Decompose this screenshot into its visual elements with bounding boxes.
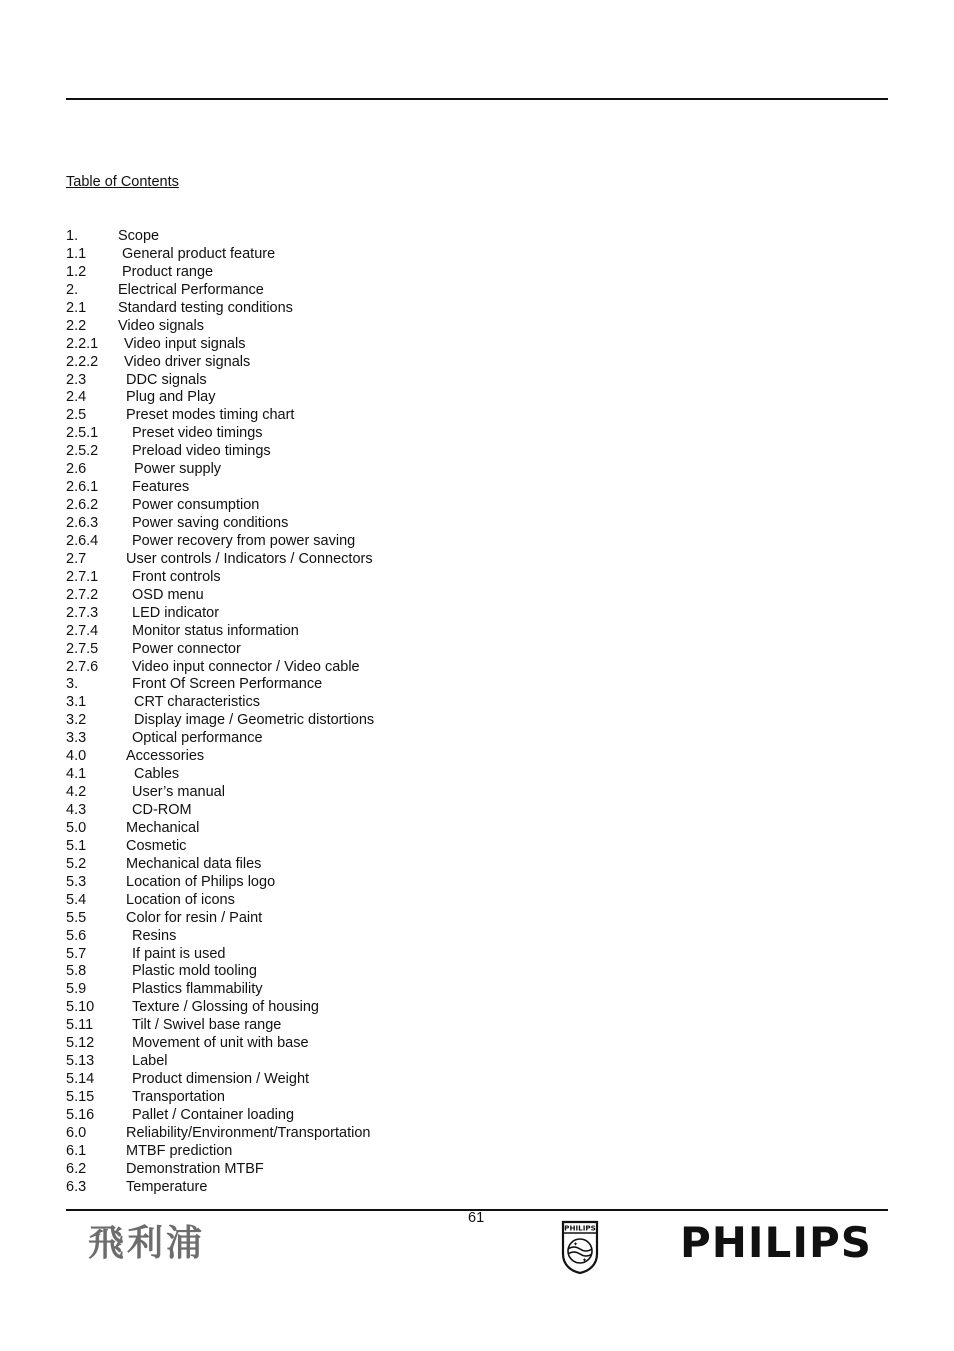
toc-entry-title: Cosmetic bbox=[126, 837, 187, 854]
toc-entry-number: 2.7.3 bbox=[66, 604, 99, 621]
toc-entry-title: If paint is used bbox=[132, 945, 226, 962]
header-rule bbox=[66, 98, 888, 100]
toc-entry-number: 5.8 bbox=[66, 963, 87, 980]
toc-entry-title: Mechanical data files bbox=[126, 855, 262, 872]
toc-entry-number: 2.6 bbox=[66, 461, 87, 478]
toc-entry-number: 5.7 bbox=[66, 945, 87, 962]
toc-entry-title: Mechanical bbox=[126, 819, 200, 836]
toc-entry-title: MTBF prediction bbox=[126, 1142, 233, 1159]
philips-wordmark-logo: PHILIPS bbox=[680, 1218, 872, 1267]
toc-entry-title: Front controls bbox=[132, 568, 221, 585]
toc-entry-title: Movement of unit with base bbox=[132, 1035, 309, 1052]
toc-entry-title: Preload video timings bbox=[132, 443, 271, 460]
toc-entry-number: 1. bbox=[66, 228, 79, 244]
toc-entry-title: Preset video timings bbox=[132, 425, 263, 442]
toc-entry-number: 2.1 bbox=[66, 299, 87, 316]
toc-entry-title: Pallet / Container loading bbox=[132, 1106, 295, 1123]
toc-entry-title: Plug and Play bbox=[126, 389, 216, 406]
toc-entry-number: 2.7.2 bbox=[66, 586, 99, 603]
toc-entry-title: Product range bbox=[122, 263, 214, 280]
toc-entry-title: Power recovery from power saving bbox=[132, 532, 356, 549]
toc-entry-title: Cables bbox=[134, 766, 180, 783]
toc-entry-title: User controls / Indicators / Connectors bbox=[126, 550, 373, 567]
toc-entry-number: 2.7.1 bbox=[66, 568, 99, 585]
toc-entry-number: 5.16 bbox=[66, 1106, 95, 1123]
toc-entry-number: 2. bbox=[66, 281, 79, 298]
toc-entry-title: Accessories bbox=[126, 748, 205, 765]
toc-entry-title: Front Of Screen Performance bbox=[132, 676, 323, 693]
toc-entry-number: 6.3 bbox=[66, 1178, 87, 1195]
toc-entry-title: Label bbox=[132, 1053, 168, 1070]
toc-entry-title: Plastic mold tooling bbox=[132, 963, 257, 980]
toc-entry-number: 3.3 bbox=[66, 730, 87, 747]
svg-text:✦: ✦ bbox=[582, 1257, 588, 1264]
toc-entry-number: 5.14 bbox=[66, 1071, 95, 1088]
toc-entry-number: 5.0 bbox=[66, 819, 87, 836]
toc-entry-number: 5.12 bbox=[66, 1035, 95, 1052]
toc-entry-title: Resins bbox=[132, 927, 177, 944]
toc-entry-number: 4.0 bbox=[66, 748, 87, 765]
toc-entry-number: 2.7.4 bbox=[66, 622, 99, 639]
toc-entry-title: Monitor status information bbox=[132, 622, 299, 639]
toc-entry-number: 5.2 bbox=[66, 855, 87, 872]
toc-entry-title: OSD menu bbox=[132, 586, 204, 603]
toc-heading: Table of Contents bbox=[66, 174, 179, 190]
toc-entry-number: 5.15 bbox=[66, 1089, 95, 1105]
toc-entry-number: 3.1 bbox=[66, 694, 87, 711]
toc-entry-number: 5.13 bbox=[66, 1053, 95, 1070]
toc-entry-title: Power saving conditions bbox=[132, 515, 289, 531]
toc-entry-number: 3. bbox=[66, 676, 79, 693]
toc-entry-title: Optical performance bbox=[132, 730, 263, 747]
toc-entry-number: 1.1 bbox=[66, 245, 87, 262]
toc-entry-number: 5.1 bbox=[66, 837, 87, 854]
toc-entry-title: Video input connector / Video cable bbox=[132, 658, 360, 675]
toc-entry-title: DDC signals bbox=[126, 371, 207, 388]
toc-entry-title: Location of icons bbox=[126, 891, 235, 908]
toc-entry-title: Features bbox=[132, 479, 190, 496]
toc-entry-number: 4.1 bbox=[66, 766, 87, 783]
svg-text:✦: ✦ bbox=[573, 1241, 579, 1248]
toc-entry-title: Power connector bbox=[132, 640, 241, 657]
toc-entry-number: 2.6.1 bbox=[66, 479, 99, 496]
toc-entry-number: 2.7.5 bbox=[66, 640, 99, 657]
page-number: 61 bbox=[468, 1210, 485, 1226]
toc-entry-number: 2.5.1 bbox=[66, 425, 99, 442]
toc-entry-title: CD-ROM bbox=[132, 802, 192, 818]
toc-entry-number: 5.11 bbox=[66, 1017, 94, 1034]
toc-entry-number: 5.3 bbox=[66, 873, 87, 890]
toc-entry-title: Reliability/Environment/Transportation bbox=[126, 1124, 371, 1141]
toc-entry-number: 2.4 bbox=[66, 389, 87, 406]
toc-entry-number: 4.2 bbox=[66, 784, 87, 801]
toc-entry-title: Transportation bbox=[132, 1089, 225, 1105]
philips-shield-icon bbox=[560, 1220, 600, 1274]
toc-entry-title: Demonstration MTBF bbox=[126, 1160, 264, 1177]
toc-entry-number: 2.6.3 bbox=[66, 515, 99, 531]
toc-entry-number: 5.5 bbox=[66, 909, 87, 926]
toc-entry-number: 6.0 bbox=[66, 1124, 87, 1141]
toc-entry-number: 2.2.2 bbox=[66, 353, 99, 370]
toc-entry-title: Product dimension / Weight bbox=[132, 1071, 310, 1088]
toc-entry-number: 2.5.2 bbox=[66, 443, 99, 460]
chinese-brand-logo: 飛利浦 bbox=[88, 1223, 206, 1264]
toc-entry-title: Display image / Geometric distortions bbox=[134, 712, 375, 729]
toc-entry-title: Plastics flammability bbox=[132, 981, 263, 998]
toc-entry-title: Location of Philips logo bbox=[126, 873, 276, 890]
toc-entry-number: 5.10 bbox=[66, 999, 95, 1016]
toc-entry-number: 2.5 bbox=[66, 407, 87, 424]
toc-entry-title: Scope bbox=[118, 228, 160, 244]
toc-entry-number: 2.7 bbox=[66, 550, 87, 567]
toc-entry-number: 4.3 bbox=[66, 802, 87, 818]
toc-entry-title: Color for resin / Paint bbox=[126, 909, 263, 926]
toc-entry-title: Power consumption bbox=[132, 497, 260, 514]
toc-entry-title: LED indicator bbox=[132, 604, 220, 621]
toc-entry-number: 2.6.4 bbox=[66, 532, 99, 549]
toc-entry-number: 6.2 bbox=[66, 1160, 87, 1177]
toc-entry-number: 3.2 bbox=[66, 712, 87, 729]
toc-entry-number: 2.6.2 bbox=[66, 497, 99, 514]
toc-entry-number: 2.7.6 bbox=[66, 658, 99, 675]
toc-entry-title: Video signals bbox=[118, 317, 204, 334]
toc-entry-title: Power supply bbox=[134, 461, 222, 478]
toc-entry-title: Texture / Glossing of housing bbox=[132, 999, 319, 1016]
toc-entry-title: Temperature bbox=[126, 1178, 208, 1195]
toc-entry-number: 2.2.1 bbox=[66, 335, 99, 352]
toc-entry-number: 2.2 bbox=[66, 317, 87, 334]
toc-entry-title: CRT characteristics bbox=[134, 694, 260, 711]
toc-entry-number: 1.2 bbox=[66, 263, 87, 280]
toc-entry-title: Video driver signals bbox=[124, 353, 251, 370]
toc-entry-title: User’s manual bbox=[132, 784, 225, 801]
toc-entry-title: Electrical Performance bbox=[118, 281, 264, 298]
toc-entry-title: Tilt / Swivel base range bbox=[132, 1017, 282, 1034]
toc-entry-number: 5.4 bbox=[66, 891, 87, 908]
toc-entry-number: 5.9 bbox=[66, 981, 87, 998]
toc-entry-title: Video input signals bbox=[124, 335, 246, 352]
toc-entry-number: 6.1 bbox=[66, 1142, 87, 1159]
toc-entry-title: General product feature bbox=[122, 245, 276, 262]
toc-entry-title: Standard testing conditions bbox=[118, 299, 293, 316]
toc-entry-number: 5.6 bbox=[66, 927, 87, 944]
toc-entry-number: 2.3 bbox=[66, 371, 87, 388]
svg-text:PHILIPS: PHILIPS bbox=[564, 1223, 596, 1233]
toc-entry-title: Preset modes timing chart bbox=[126, 407, 295, 424]
